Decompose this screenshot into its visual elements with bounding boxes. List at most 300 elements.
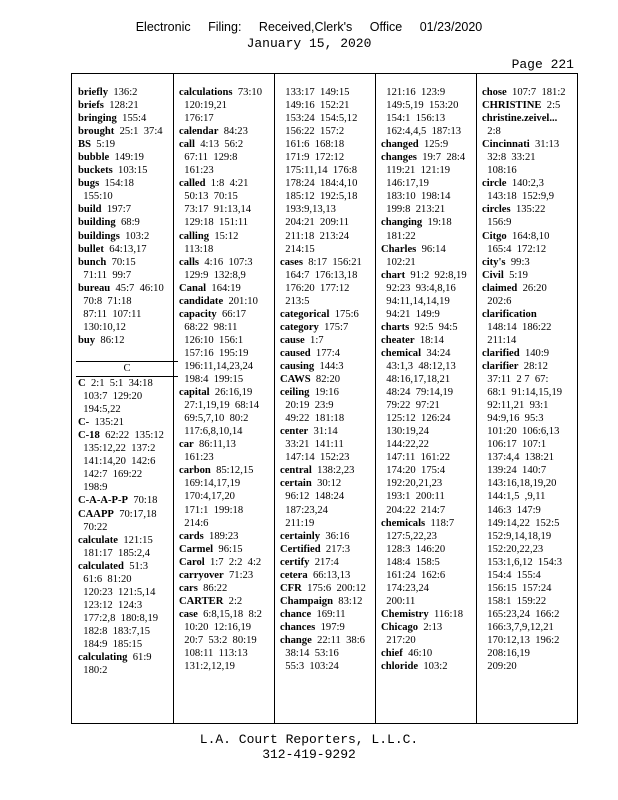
index-entry — [78, 494, 176, 507]
index-entry — [280, 634, 378, 647]
index-entry — [381, 347, 479, 360]
index-continuation: 101:20 106:6,13 — [482, 426, 560, 438]
court-reporter-name: L.A. Court Reporters, L.L.C. — [199, 732, 419, 747]
index-entry — [280, 334, 378, 347]
index-entry — [78, 508, 176, 521]
index-continuation: 153:1,6,12 154:3 — [482, 556, 563, 568]
index-term: ceiling — [280, 387, 310, 399]
index-term: bugs — [78, 178, 100, 190]
index-continuation: 185:12 192:5,18 — [280, 191, 358, 203]
index-entry — [381, 216, 479, 229]
index-term: claimed — [482, 282, 518, 294]
index-entry — [280, 347, 378, 360]
index-term: car — [179, 439, 194, 451]
index-entry — [179, 595, 277, 608]
page-line-refs: 45:7 46:10 — [110, 282, 164, 294]
page-line-refs: 103:15 — [112, 165, 148, 177]
index-entry — [78, 534, 176, 547]
index-continuation: 149:5,19 153:20 — [381, 100, 459, 112]
page-line-refs: 103:2 — [418, 661, 448, 673]
index-entry — [78, 99, 176, 112]
index-continuation: 73:17 91:13,14 — [179, 204, 252, 216]
index-term: chances — [280, 621, 316, 633]
page-line-refs: 217:4 — [309, 556, 339, 568]
index-entry — [280, 386, 378, 399]
index-continuation: 70:8 71:18 — [78, 295, 132, 307]
index-entry — [179, 543, 277, 556]
index-continuation: 153:24 154:5,12 — [280, 113, 358, 125]
index-continuation: 133:17 149:15 — [280, 87, 350, 98]
index-continuation: 198:4 199:15 — [179, 374, 244, 386]
index-continuation: 149:14,22 152:5 — [482, 517, 560, 529]
index-entry — [179, 530, 277, 543]
index-term: building — [78, 217, 116, 229]
index-entry — [179, 308, 277, 321]
index-continuation: 123:12 124:3 — [78, 599, 143, 611]
index-entry — [482, 347, 580, 360]
page-line-refs: 36:16 — [320, 530, 350, 542]
index-term: CAWS — [280, 374, 311, 386]
index-term: CAAPP — [78, 508, 114, 520]
page-line-refs: 91:2 92:8,19 — [405, 269, 467, 281]
index-continuation: 169:14,17,19 — [179, 478, 241, 490]
index-term: capacity — [179, 308, 217, 320]
index-entry — [280, 582, 378, 595]
index-entry — [280, 425, 378, 438]
index-term: chloride — [381, 661, 419, 673]
index-continuation: 174:20 175:4 — [381, 465, 446, 477]
index-term: C- — [78, 417, 90, 429]
page-line-refs: 135:22 — [510, 204, 546, 216]
index-continuation: 130:10,12 — [78, 321, 126, 333]
index-continuation: 165:23,24 166:2 — [482, 608, 560, 620]
index-term: Carol — [179, 556, 205, 568]
index-entry — [280, 530, 378, 543]
index-continuation: 10:20 12:16,19 — [179, 621, 252, 633]
page-line-refs: 118:7 — [425, 517, 455, 529]
index-term: buckets — [78, 165, 113, 177]
index-continuation: 135:12,22 137:2 — [78, 443, 156, 455]
index-continuation: 146:17,19 — [381, 178, 429, 190]
page-line-refs: 19:16 — [309, 387, 339, 399]
index-continuation: 141:14,20 142:6 — [78, 456, 156, 468]
index-continuation: 182:8 183:7,15 — [78, 625, 151, 637]
index-term: C-A-A-P-P — [78, 495, 129, 507]
index-term: changing — [381, 217, 423, 229]
index-term: buy — [78, 334, 96, 346]
index-entry — [381, 321, 479, 334]
page-line-refs: 2:1 5:1 34:18 — [85, 378, 153, 390]
index-entry — [482, 99, 580, 112]
index-column-5 — [482, 86, 580, 673]
index-continuation: 198:9 — [78, 482, 108, 494]
page-line-refs: 125:9 — [418, 139, 449, 151]
page-line-refs: 86:11,13 — [193, 439, 236, 451]
index-continuation: 152:9,14,18,19 — [482, 530, 552, 542]
page-line-refs: 175:6 — [329, 308, 359, 320]
index-term: calculate — [78, 534, 119, 546]
page-line-refs: 2:2 — [223, 595, 243, 607]
index-continuation: 143:16,18,19,20 — [482, 478, 557, 490]
index-continuation: 204:21 209:11 — [280, 217, 350, 229]
index-entry — [78, 377, 176, 390]
page-line-refs: 15:12 — [209, 230, 239, 242]
page-line-refs: 25:1 37:4 — [114, 126, 163, 138]
index-table — [71, 73, 578, 724]
index-continuation: 217:20 — [381, 634, 416, 646]
index-entry — [280, 556, 378, 569]
page-line-refs: 71:23 — [223, 569, 254, 581]
index-continuation: 79:22 97:21 — [381, 400, 440, 412]
court-reporter-phone: 312-419-9292 — [262, 747, 356, 762]
index-term: cheater — [381, 334, 415, 346]
index-continuation: 208:16,19 — [482, 648, 530, 660]
page-line-refs: 28:12 — [518, 360, 548, 372]
index-continuation: 33:21 141:11 — [280, 439, 344, 451]
index-continuation: 171:1 199:18 — [179, 504, 244, 516]
index-term: chemical — [381, 347, 422, 359]
index-term: central — [280, 465, 312, 477]
index-continuation: 156:15 157:24 — [482, 582, 552, 594]
index-entry — [280, 621, 378, 634]
index-continuation: 202:6 — [482, 295, 512, 307]
index-continuation: 184:9 185:15 — [78, 638, 143, 650]
index-continuation: 158:1 159:22 — [482, 595, 547, 607]
index-continuation: 87:11 107:11 — [78, 308, 142, 320]
index-term: cause — [280, 334, 305, 346]
transcript-date: January 15, 2020 — [246, 36, 372, 51]
page-line-refs: 86:22 — [197, 582, 228, 594]
index-term: certainly — [280, 530, 321, 542]
page-line-refs: 197:9 — [315, 621, 345, 633]
index-entry — [78, 256, 176, 269]
index-term: chart — [381, 269, 406, 281]
index-entry — [179, 438, 277, 451]
index-continuation: 119:21 121:19 — [381, 165, 451, 177]
index-entry — [78, 282, 176, 295]
index-continuation: 38:14 53:16 — [280, 648, 339, 660]
index-entry — [482, 308, 580, 321]
index-entry — [482, 256, 580, 269]
index-continuation: 193:9,13,13 — [280, 204, 336, 216]
index-term: circle — [482, 178, 507, 190]
page-number: Page 221 — [511, 57, 574, 72]
page-line-refs: 70:17,18 — [113, 508, 157, 520]
index-entry — [179, 138, 277, 151]
index-term: Certified — [280, 543, 321, 555]
index-entry — [78, 112, 176, 125]
page-line-refs: 66:13,13 — [307, 569, 351, 581]
index-continuation: 121:16 123:9 — [381, 87, 446, 98]
index-entry — [381, 151, 479, 164]
index-term: carbon — [179, 465, 211, 477]
index-continuation: 48:24 79:14,19 — [381, 387, 454, 399]
index-continuation: 156:9 — [482, 217, 512, 229]
section-letter: C — [123, 362, 131, 374]
page-line-refs: 6:8,15,18 8:2 — [197, 608, 262, 620]
index-continuation: 69:5,7,10 80:2 — [179, 413, 249, 425]
page-line-refs: 61:9 — [127, 652, 152, 664]
index-entry — [280, 256, 378, 269]
index-term: bureau — [78, 282, 111, 294]
index-continuation: 157:16 195:19 — [179, 347, 249, 359]
footer — [0, 732, 618, 762]
index-term: calculated — [78, 560, 124, 572]
index-entry — [381, 660, 479, 673]
index-term: briefly — [78, 87, 109, 98]
page-line-refs: 83:12 — [332, 595, 363, 607]
page-line-refs: 5:19 — [90, 139, 116, 151]
index-term: bringing — [78, 113, 117, 125]
index-term: Civil — [482, 269, 504, 281]
index-entry — [179, 295, 277, 308]
index-term: calendar — [179, 126, 219, 138]
index-continuation: 148:4 158:5 — [381, 556, 440, 568]
index-continuation: 149:16 152:21 — [280, 100, 350, 112]
page-line-refs: 31:13 — [529, 139, 560, 151]
index-term: calling — [179, 230, 210, 242]
index-continuation: 147:14 152:23 — [280, 452, 350, 464]
index-continuation: 129:18 151:11 — [179, 217, 249, 229]
index-continuation: 126:10 156:1 — [179, 334, 244, 346]
stamp-word-electronic: Electronic — [135, 20, 191, 34]
index-continuation: 161:24 162:6 — [381, 569, 446, 581]
page-line-refs: 140:9 — [519, 347, 550, 359]
page-line-refs: 136:2 — [108, 87, 138, 98]
index-term: calculating — [78, 652, 128, 664]
index-term: chemicals — [381, 517, 426, 529]
index-entry — [78, 164, 176, 177]
index-continuation: 68:1 91:14,15,19 — [482, 387, 563, 399]
index-continuation: 143:18 152:9,9 — [482, 191, 555, 203]
index-term: Champaign — [280, 595, 333, 607]
index-continuation: 20:7 53:2 80:19 — [179, 634, 257, 646]
index-continuation: 147:11 161:22 — [381, 452, 451, 464]
index-continuation: 152:20,22,23 — [482, 543, 544, 555]
page-line-refs: 92:5 94:5 — [409, 321, 458, 333]
index-entry — [381, 334, 479, 347]
index-entry — [381, 517, 479, 530]
index-continuation: 174:23,24 — [381, 582, 429, 594]
index-entry — [280, 595, 378, 608]
index-entry — [179, 230, 277, 243]
index-term: chose — [482, 87, 507, 98]
page-line-refs: 128:21 — [103, 100, 139, 112]
page-line-refs: 5:19 — [503, 269, 528, 281]
page-line-refs: 46:10 — [402, 648, 433, 660]
page-line-refs: 1:8 4:21 — [205, 178, 249, 190]
index-term: case — [179, 608, 198, 620]
page-line-refs: 70:18 — [128, 495, 158, 507]
page-line-refs: 30:12 — [311, 478, 342, 490]
index-entry — [280, 360, 378, 373]
index-continuation: 161:6 168:18 — [280, 139, 345, 151]
index-continuation: 162:4,4,5 187:13 — [381, 126, 462, 138]
index-continuation: 2:8 — [482, 126, 501, 138]
index-term: charts — [381, 321, 410, 333]
index-entry — [280, 569, 378, 582]
index-continuation: 176:17 — [179, 113, 214, 125]
index-term: calculations — [179, 87, 233, 98]
page-line-refs: 96:14 — [416, 243, 446, 255]
page-line-refs: 164:19 — [206, 282, 241, 294]
index-continuation: 131:2,12,19 — [179, 661, 235, 673]
index-term: clarified — [482, 347, 520, 359]
index-continuation: 120:19,21 — [179, 100, 227, 112]
page-line-refs: 68:9 — [115, 217, 140, 229]
index-continuation: 125:12 126:24 — [381, 413, 451, 425]
index-term: bubble — [78, 152, 110, 164]
page-line-refs: 51:3 — [123, 560, 149, 572]
index-continuation: 148:14 186:22 — [482, 321, 552, 333]
index-term: cards — [179, 530, 204, 542]
index-continuation: 70:22 — [78, 521, 108, 533]
index-column-1 — [78, 86, 176, 677]
index-continuation: 154:1 156:13 — [381, 113, 446, 125]
index-entry — [280, 321, 378, 334]
index-continuation: 96:12 148:24 — [280, 491, 345, 503]
page-line-refs: 189:23 — [203, 530, 239, 542]
index-term: certify — [280, 556, 310, 568]
index-term: C — [78, 378, 86, 390]
index-continuation: 209:20 — [482, 661, 517, 673]
index-continuation: 71:11 99:7 — [78, 269, 132, 281]
blank-line — [78, 347, 176, 360]
index-entry — [381, 138, 479, 151]
index-term: calls — [179, 256, 200, 268]
index-term: CFR — [280, 582, 302, 594]
page-line-refs: 18:14 — [414, 334, 444, 346]
index-continuation: 211:19 — [280, 517, 315, 529]
page-line-refs: 217:3 — [320, 543, 351, 555]
index-term: CHRISTINE — [482, 100, 542, 112]
page-line-refs: 201:10 — [223, 295, 258, 307]
index-entry — [280, 608, 378, 621]
index-continuation: 92:23 93:4,8,16 — [381, 282, 456, 294]
index-continuation: 181:17 185:2,4 — [78, 547, 151, 559]
index-continuation: 108:11 113:13 — [179, 648, 248, 660]
index-entry — [78, 151, 176, 164]
page-line-refs: 4:16 107:3 — [199, 256, 253, 268]
index-continuation: 144:22,22 — [381, 439, 429, 451]
page-line-refs: 26:16,19 — [209, 387, 253, 399]
page-line-refs: 175:6 200:12 — [301, 582, 366, 594]
index-entry — [179, 125, 277, 138]
stamp-date: 01/23/2020 — [419, 20, 483, 34]
index-continuation: 130:19,24 — [381, 426, 429, 438]
page-line-refs: 82:20 — [310, 374, 341, 386]
index-entry — [179, 464, 277, 477]
index-entry — [179, 386, 277, 399]
index-continuation: 113:18 — [179, 243, 214, 255]
index-entry — [179, 256, 277, 269]
index-continuation: 170:12,13 196:2 — [482, 634, 560, 646]
index-entry — [381, 647, 479, 660]
index-continuation: 144:1,5 ,9,11 — [482, 491, 546, 503]
index-continuation: 127:5,22,23 — [381, 530, 437, 542]
index-entry — [280, 373, 378, 386]
index-entry — [78, 86, 176, 99]
index-continuation: 177:2,8 180:8,19 — [78, 612, 159, 624]
index-term: caused — [280, 347, 311, 359]
index-continuation: 142:7 169:22 — [78, 469, 143, 481]
index-continuation: 187:23,24 — [280, 504, 328, 516]
index-term: call — [179, 139, 195, 151]
index-term: city's — [482, 256, 506, 268]
index-entry — [280, 464, 378, 477]
page-line-refs: 1:7 2:2 4:2 — [204, 556, 262, 568]
index-term: buildings — [78, 230, 120, 242]
stamp-word-filing: Filing: — [208, 20, 242, 34]
index-continuation: 200:11 — [381, 595, 416, 607]
index-continuation: 139:24 140:7 — [482, 465, 547, 477]
page-line-refs: 2:13 — [418, 621, 443, 633]
index-entry — [482, 112, 580, 125]
index-continuation: 214:15 — [280, 243, 315, 255]
page-line-refs: 8:17 156:21 — [302, 256, 362, 268]
index-continuation: 117:6,8,10,14 — [179, 426, 243, 438]
index-continuation: 94:11,14,14,19 — [381, 295, 450, 307]
page-line-refs: 84:23 — [218, 126, 248, 138]
index-entry — [179, 86, 277, 99]
index-entry — [482, 138, 580, 151]
index-term: changed — [381, 139, 419, 151]
index-continuation: 68:22 98:11 — [179, 321, 238, 333]
index-term: brought — [78, 126, 115, 138]
index-continuation: 165:4 172:12 — [482, 243, 547, 255]
index-continuation: 166:3,7,9,12,21 — [482, 621, 554, 633]
index-term: capital — [179, 387, 210, 399]
index-entry — [381, 243, 479, 256]
index-entry — [78, 125, 176, 138]
stamp-word-office: Office — [369, 20, 403, 34]
index-entry — [381, 608, 479, 621]
index-continuation: 61:6 81:20 — [78, 573, 132, 585]
page-line-refs: 121:15 — [118, 534, 153, 546]
page-line-refs: 96:15 — [213, 543, 243, 555]
page-line-refs: 64:13,17 — [103, 243, 147, 255]
index-continuation: 211:14 — [482, 334, 517, 346]
index-term: categorical — [280, 308, 330, 320]
index-continuation: 106:17 107:1 — [482, 439, 547, 451]
index-column-2 — [179, 86, 277, 673]
index-term: build — [78, 204, 102, 216]
index-entry — [179, 282, 277, 295]
index-term: cases — [280, 256, 303, 268]
index-continuation: 180:2 — [78, 665, 108, 677]
index-term: causing — [280, 360, 315, 372]
index-continuation: 155:10 — [78, 191, 113, 203]
index-term: C-18 — [78, 430, 100, 442]
index-entry — [482, 86, 580, 99]
index-entry — [482, 177, 580, 190]
index-continuation: 204:22 214:7 — [381, 504, 446, 516]
index-continuation: 27:1,19,19 68:14 — [179, 400, 260, 412]
index-continuation: 161:23 — [179, 452, 214, 464]
page-line-refs: 73:10 — [232, 87, 262, 98]
page-line-refs: 197:7 — [101, 204, 131, 216]
page-line-refs: 149:19 — [109, 152, 144, 164]
index-continuation: 192:20,21,23 — [381, 478, 443, 490]
page-line-refs: 138:2,23 — [311, 465, 355, 477]
index-term: bunch — [78, 256, 107, 268]
index-entry — [78, 177, 176, 190]
page-line-refs: 169:11 — [311, 608, 346, 620]
page-line-refs: 140:2,3 — [506, 178, 544, 190]
index-term: bullet — [78, 243, 104, 255]
page-line-refs: 31:14 — [308, 426, 338, 438]
index-continuation: 193:1 200:11 — [381, 491, 445, 503]
